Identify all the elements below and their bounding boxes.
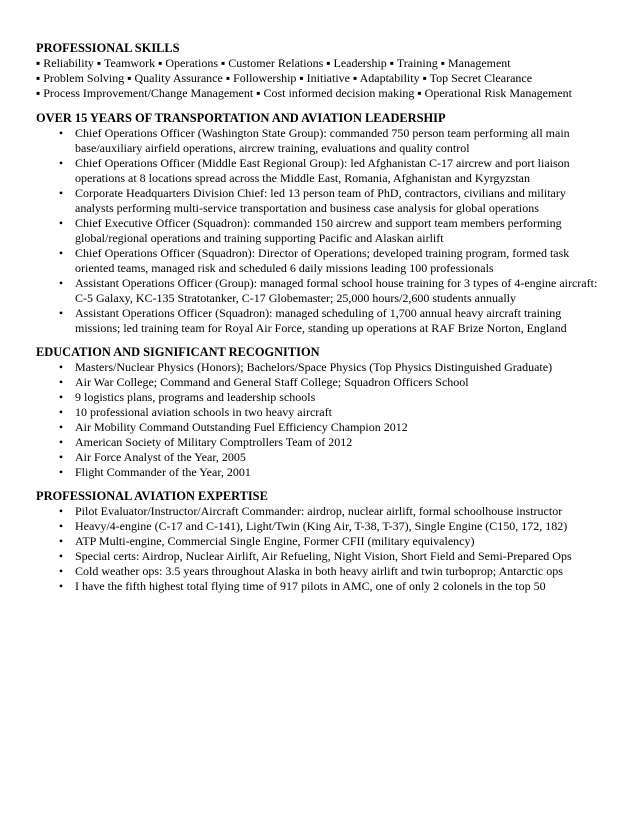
- bullet-icon: •: [58, 549, 64, 563]
- bullet-icon: •: [58, 216, 64, 230]
- aviation-section: [36, 489, 606, 594]
- list-item-text: Chief Operations Officer (Washington State Group): commanded 750 person team performing all main base/auxiliary airfield operations, aircrew training, evaluations and quality control: [75, 126, 570, 155]
- list-item: [36, 504, 606, 519]
- list-item-text: Chief Operations Officer (Middle East Regional Group): led Afghanistan C-17 aircrew and port liaison operations at 8 locations spread across the Middle East, Romania, Afghanistan and Kyrgyzstan: [75, 156, 570, 185]
- list-item: [36, 306, 606, 336]
- education-section: [36, 345, 606, 480]
- skills-line: ▪ Problem Solving ▪ Quality Assurance ▪ Followership ▪ Initiative ▪ Adaptability ▪ Top Secret Clearance: [36, 71, 533, 85]
- professional-skills-section: [36, 41, 606, 101]
- leadership-section: [36, 111, 606, 336]
- list-item-text: Masters/Nuclear Physics (Honors); Bachelors/Space Physics (Top Physics Distinguished Graduate): [75, 360, 553, 374]
- education-heading: EDUCATION AND SIGNIFICANT RECOGNITION: [36, 345, 320, 359]
- bullet-icon: •: [58, 276, 64, 290]
- list-item-text: Heavy/4-engine (C-17 and C-141), Light/Twin (King Air, T-38, T-37), Single Engine (C150, 172, 182): [75, 519, 568, 533]
- professional-skills-heading: PROFESSIONAL SKILLS: [36, 41, 180, 55]
- list-item-text: 9 logistics plans, programs and leadership schools: [75, 390, 316, 404]
- list-item: [36, 375, 606, 390]
- list-item-text: Special certs: Airdrop, Nuclear Airlift, Air Refueling, Night Vision, Short Field and Semi-Prepared Ops: [75, 549, 572, 563]
- bullet-icon: •: [58, 405, 64, 419]
- list-item-text: I have the fifth highest total flying time of 917 pilots in AMC, one of only 2 colonels in the top 50: [75, 579, 546, 593]
- bullet-icon: •: [58, 375, 64, 389]
- bullet-icon: •: [58, 306, 64, 320]
- list-item: [36, 420, 606, 435]
- list-item: [36, 405, 606, 420]
- bullet-icon: •: [58, 534, 64, 548]
- list-item: [36, 564, 606, 579]
- bullet-icon: •: [58, 579, 64, 593]
- bullet-icon: •: [58, 564, 64, 578]
- list-item: [36, 465, 606, 480]
- list-item: [36, 390, 606, 405]
- bullet-icon: •: [58, 504, 64, 518]
- list-item: [36, 360, 606, 375]
- list-item-text: Air Force Analyst of the Year, 2005: [75, 450, 246, 464]
- bullet-icon: •: [58, 435, 64, 449]
- list-item-text: Corporate Headquarters Division Chief: led 13 person team of PhD, contractors, civilians and military analysts performing multi-service transportation and business case analysis for global operations: [75, 186, 566, 215]
- list-item-text: Air War College; Command and General Staff College; Squadron Officers School: [75, 375, 469, 389]
- bullet-icon: •: [58, 126, 64, 140]
- bullet-icon: •: [58, 186, 64, 200]
- list-item: [36, 186, 606, 216]
- skills-line: ▪ Process Improvement/Change Management ▪ Cost informed decision making ▪ Operational Risk Management: [36, 86, 572, 100]
- resume-page: [36, 41, 606, 603]
- list-item-text: ATP Multi-engine, Commercial Single Engine, Former CFII (military equivalency): [75, 534, 475, 548]
- bullet-icon: •: [58, 246, 64, 260]
- list-item-text: American Society of Military Comptrollers Team of 2012: [75, 435, 353, 449]
- leadership-list: [36, 126, 606, 336]
- education-list: [36, 360, 606, 480]
- bullet-icon: •: [58, 156, 64, 170]
- list-item-text: Chief Operations Officer (Squadron): Director of Operations; developed training program, formed task oriented teams, managed risk and scheduled 6 daily missions leading 100 professionals: [75, 246, 570, 275]
- bullet-icon: •: [58, 420, 64, 434]
- list-item: [36, 450, 606, 465]
- list-item-text: 10 professional aviation schools in two heavy aircraft: [75, 405, 332, 419]
- leadership-heading: OVER 15 YEARS OF TRANSPORTATION AND AVIATION LEADERSHIP: [36, 111, 446, 125]
- list-item: [36, 534, 606, 549]
- list-item-text: Cold weather ops: 3.5 years throughout Alaska in both heavy airlift and twin turboprop; Antarctic ops: [75, 564, 563, 578]
- list-item: [36, 519, 606, 534]
- aviation-list: [36, 504, 606, 594]
- list-item-text: Pilot Evaluator/Instructor/Aircraft Commander: airdrop, nuclear airlift, formal schoolhouse instructor: [75, 504, 563, 518]
- list-item: [36, 246, 606, 276]
- list-item-text: Air Mobility Command Outstanding Fuel Efficiency Champion 2012: [75, 420, 408, 434]
- list-item: [36, 579, 606, 594]
- bullet-icon: •: [58, 519, 64, 533]
- bullet-icon: •: [58, 465, 64, 479]
- list-item: [36, 549, 606, 564]
- list-item-text: Assistant Operations Officer (Squadron): managed scheduling of 1,700 annual heavy aircraft training missions; led training team for Royal Air Force, standing up operations at RAF Brize Norton, England: [75, 306, 567, 335]
- bullet-icon: •: [58, 450, 64, 464]
- list-item: [36, 435, 606, 450]
- list-item: [36, 126, 606, 156]
- list-item: [36, 156, 606, 186]
- list-item-text: Chief Executive Officer (Squadron): commanded 150 aircrew and support team members performing global/regional operations and training supporting Pacific and Alaskan airlift: [75, 216, 562, 245]
- list-item: [36, 216, 606, 246]
- list-item: [36, 276, 606, 306]
- aviation-heading: PROFESSIONAL AVIATION EXPERTISE: [36, 489, 268, 503]
- skills-line: ▪ Reliability ▪ Teamwork ▪ Operations ▪ Customer Relations ▪ Leadership ▪ Training ▪ Management: [36, 56, 511, 70]
- bullet-icon: •: [58, 360, 64, 374]
- list-item-text: Assistant Operations Officer (Group): managed formal school house training for 3 types of 4-engine aircraft: C-5 Galaxy, KC-135 Stratotanker, C-17 Globemaster; 25,000 hours/2,600 students annually: [75, 276, 598, 305]
- bullet-icon: •: [58, 390, 64, 404]
- list-item-text: Flight Commander of the Year, 2001: [75, 465, 251, 479]
